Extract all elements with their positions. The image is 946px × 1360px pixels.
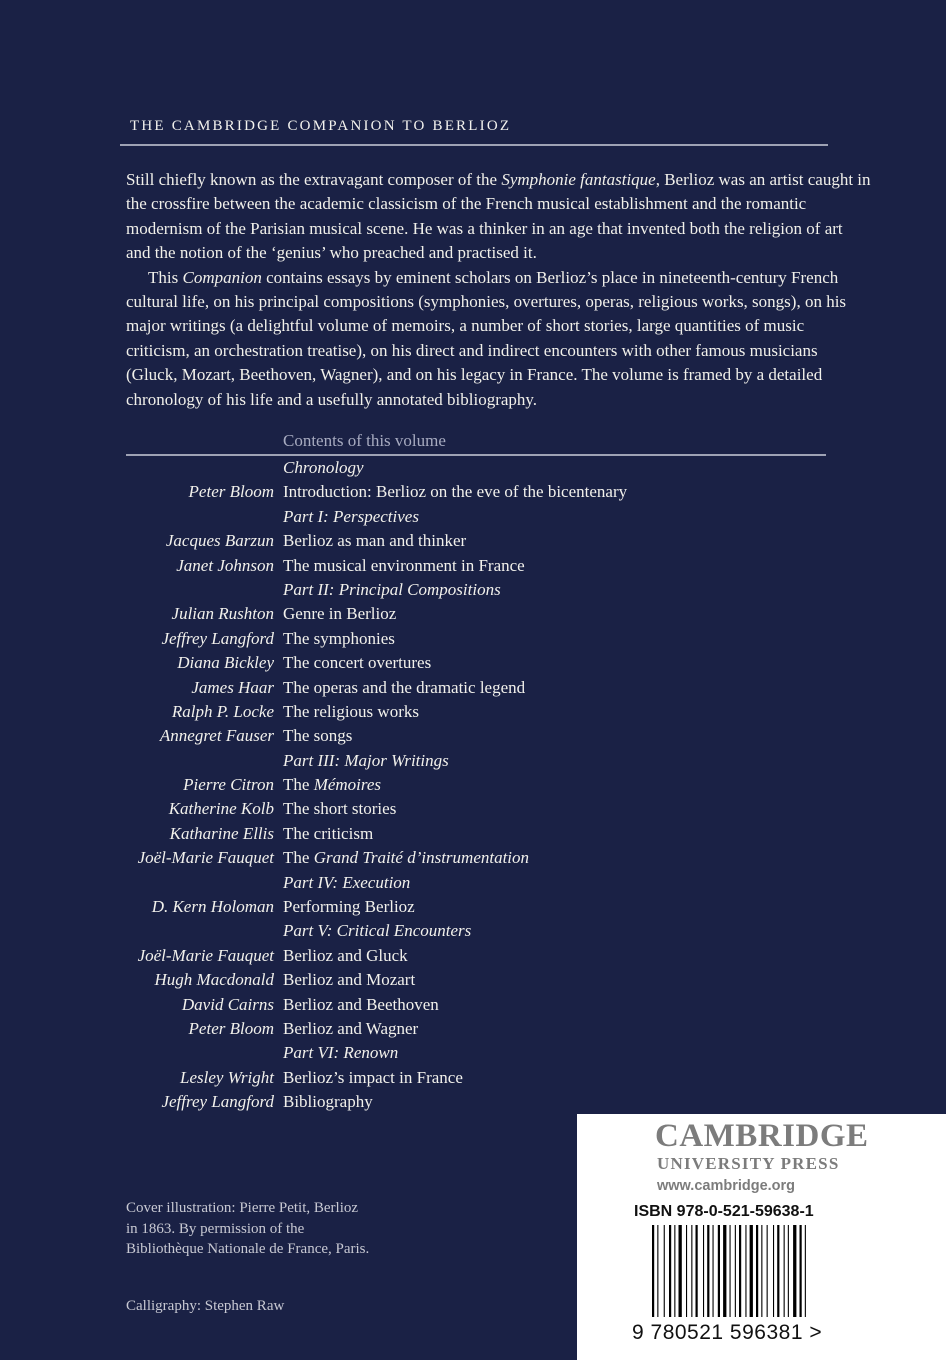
contents-author: Katharine Ellis: [169, 823, 274, 843]
contents-title: The concert overtures: [283, 653, 432, 673]
blurb-line: and the notion of the ‘genius’ who preached and practised it.: [126, 243, 537, 263]
barcode-bar: [723, 1225, 726, 1317]
blurb-line: This Companion contains essays by eminent scholars on Berlioz’s place in nineteenth-century French: [148, 267, 839, 287]
contents-title: The symphonies: [283, 628, 395, 648]
contents-author: Katherine Kolb: [168, 799, 274, 819]
contents-title: Part III: Major Writings: [283, 750, 449, 770]
blurb-line: criticism, an orchestration treatise), on his direct and indirect encounters with other famous musicians: [126, 340, 818, 360]
barcode-bar: [761, 1225, 762, 1317]
cover-credit-line: in 1863. By permission of the: [126, 1220, 305, 1237]
contents-author: Joël-Marie Fauquet: [137, 848, 274, 868]
contents-author: Jacques Barzun: [165, 531, 274, 551]
blurb-paragraph-1: [126, 168, 871, 266]
contents-title-italic: Grand Traité d’instrumentation: [313, 848, 530, 868]
top-rule: [120, 144, 828, 146]
contents-author: Annegret Fauser: [159, 726, 274, 746]
contents-title: Berlioz as man and thinker: [283, 531, 467, 551]
cover-credit-line: Cover illustration: Pierre Petit, Berlioz: [126, 1200, 359, 1216]
barcode-bar: [703, 1225, 704, 1317]
contents-title: Part I: Perspectives: [283, 506, 419, 526]
contents-title: The songs: [283, 726, 353, 746]
barcode-bar: [800, 1225, 802, 1317]
contents-author: Lesley Wright: [180, 1067, 274, 1087]
contents-entry: [0, 724, 946, 748]
contents-section: [0, 919, 946, 943]
contents-entry: [0, 822, 946, 846]
barcode-bar: [750, 1225, 753, 1317]
contents-title: The short stories: [283, 799, 397, 819]
barcode-bar: [669, 1225, 671, 1317]
contents-author: Jeffrey Langford: [161, 628, 274, 648]
barcode-bar: [686, 1225, 687, 1317]
contents-title: Berlioz and Wagner: [283, 1018, 419, 1038]
publisher-name: CAMBRIDGE: [655, 1118, 869, 1154]
cover-illustration-credit: [126, 1198, 369, 1260]
contents-author: Peter Bloom: [188, 1018, 274, 1038]
barcode-bar: [777, 1225, 779, 1317]
contents-section: [0, 578, 946, 602]
contents-title: The musical environment in France: [283, 555, 525, 575]
cover-credit-line: Bibliothèque Nationale de France, Paris.: [126, 1241, 370, 1257]
barcode-bar: [652, 1225, 654, 1317]
blurb-italic: Symphonie fantastique: [501, 170, 656, 189]
barcode-bar: [718, 1225, 720, 1317]
contents-heading: Contents of this volume: [283, 431, 446, 450]
contents-title: Performing Berlioz: [283, 897, 415, 917]
contents-title: Part II: Principal Compositions: [283, 579, 501, 599]
contents-section: [0, 505, 946, 529]
contents-entry: [0, 1066, 946, 1090]
blurb-line: the crossfire between the academic classicism of the French musical establishment and the romantic: [126, 194, 807, 214]
contents-section: [0, 871, 946, 895]
barcode-bar: [674, 1225, 675, 1317]
contents-title: The operas and the dramatic legend: [283, 677, 526, 697]
contents-title: The Mémoires: [283, 775, 382, 795]
barcode-bar: [679, 1225, 682, 1317]
contents-author: Julian Rushton: [171, 604, 274, 624]
contents-title: Berlioz and Beethoven: [283, 994, 439, 1014]
contents-entry: [0, 529, 946, 553]
blurb-line: cultural life, on his principal compositions (symphonies, overtures, operas, religious works, songs), on his: [126, 292, 847, 312]
contents-section: [0, 1041, 946, 1065]
barcode-bar: [739, 1225, 741, 1317]
contents-author: James Haar: [191, 677, 274, 697]
barcode-bar: [793, 1225, 796, 1317]
blurb-line: major writings (a delightful volume of memoirs, a number of short stories, large quantities of music: [126, 316, 805, 336]
isbn: ISBN 978-0-521-59638-1: [634, 1203, 814, 1220]
blurb-line: (Gluck, Mozart, Beethoven, Wagner), and on his legacy in France. The volume is framed by a detailed: [126, 365, 823, 385]
contents-entry: [0, 676, 946, 700]
contents-title: Part VI: Renown: [283, 1043, 399, 1063]
blurb: [126, 168, 871, 412]
barcode-bar: [664, 1225, 665, 1317]
contents-entry: [0, 944, 946, 968]
contents-title: Part IV: Execution: [283, 872, 411, 892]
publisher-box: [577, 1114, 946, 1360]
contents-author: Diana Bickley: [177, 653, 274, 673]
contents-title: Chronology: [283, 458, 364, 477]
contents-author: Joël-Marie Fauquet: [137, 945, 274, 965]
contents-title: Genre in Berlioz: [283, 604, 397, 624]
contents-author: Jeffrey Langford: [161, 1092, 274, 1112]
contents-author: D. Kern Holoman: [151, 897, 274, 917]
barcode-icon: [652, 1225, 852, 1335]
contents-title: Bibliography: [283, 1092, 373, 1112]
contents-title: Berlioz’s impact in France: [283, 1067, 463, 1087]
contents-title: Introduction: Berlioz on the eve of the bicentenary: [283, 482, 628, 502]
barcode-bar: [784, 1225, 785, 1317]
contents-entry: [0, 773, 946, 797]
barcode-bar: [788, 1225, 789, 1317]
barcode-bar: [696, 1225, 698, 1317]
contents-entry: [0, 895, 946, 919]
barcode-bar: [767, 1225, 768, 1317]
contents-author: Janet Johnson: [176, 555, 274, 575]
blurb-italic: Companion: [182, 267, 262, 287]
contents-author: David Cairns: [181, 994, 274, 1014]
contents-section: [0, 456, 946, 480]
publisher-subname: UNIVERSITY PRESS: [657, 1154, 840, 1173]
contents-author: Ralph P. Locke: [171, 701, 274, 721]
contents-title: The criticism: [283, 823, 374, 843]
contents-title: Berlioz and Gluck: [283, 945, 408, 965]
contents-title: The Grand Traité d’instrumentation: [283, 848, 530, 868]
barcode-bar: [735, 1225, 736, 1317]
blurb-paragraph-2: [126, 266, 871, 412]
publisher-website: www.cambridge.org: [657, 1178, 796, 1194]
contents-author: Peter Bloom: [188, 482, 274, 502]
contents-entry: [0, 968, 946, 992]
blurb-line: Still chiefly known as the extravagant composer of the Symphonie fantastique, Berlioz was an artist caught in: [126, 170, 871, 189]
contents-entry: [0, 700, 946, 724]
contents-entry: [0, 1090, 946, 1114]
contents-section: [0, 749, 946, 773]
contents-title: Part V: Critical Encounters: [283, 921, 472, 941]
contents-author: Hugh Macdonald: [154, 970, 274, 990]
calligraphy-credit: Calligraphy: Stephen Raw: [126, 1298, 285, 1314]
contents-entry: [0, 1017, 946, 1041]
barcode-bar: [713, 1225, 714, 1317]
barcode-bar: [745, 1225, 746, 1317]
contents-entry: [0, 797, 946, 821]
contents-title-italic: Mémoires: [313, 775, 382, 795]
barcode-bar: [756, 1225, 758, 1317]
barcode-bar: [657, 1225, 658, 1317]
barcode-bar: [707, 1225, 709, 1317]
barcode-bar: [773, 1225, 774, 1317]
contents-entry: [0, 627, 946, 651]
blurb-line: chronology of his life and a usefully annotated bibliography.: [126, 389, 538, 409]
barcode-bar: [805, 1225, 806, 1317]
contents-list: [0, 456, 946, 1115]
contents-entry: [0, 554, 946, 578]
contents-entry: [0, 602, 946, 626]
contents-entry: [0, 846, 946, 870]
contents-author: Pierre Citron: [183, 775, 274, 795]
barcode-digits: 9 780521 596381 >: [632, 1321, 823, 1344]
series-title: THE CAMBRIDGE COMPANION TO BERLIOZ: [130, 118, 512, 134]
blurb-line: modernism of the Parisian musical scene. He was a thinker in an age that invented both the religion of art: [126, 218, 843, 238]
barcode-bar: [691, 1225, 692, 1317]
contents-title: Berlioz and Mozart: [283, 970, 416, 990]
contents-title: The religious works: [283, 701, 419, 721]
contents-entry: [0, 480, 946, 504]
barcode-bar: [730, 1225, 731, 1317]
contents-entry: [0, 651, 946, 675]
contents-entry: [0, 993, 946, 1017]
